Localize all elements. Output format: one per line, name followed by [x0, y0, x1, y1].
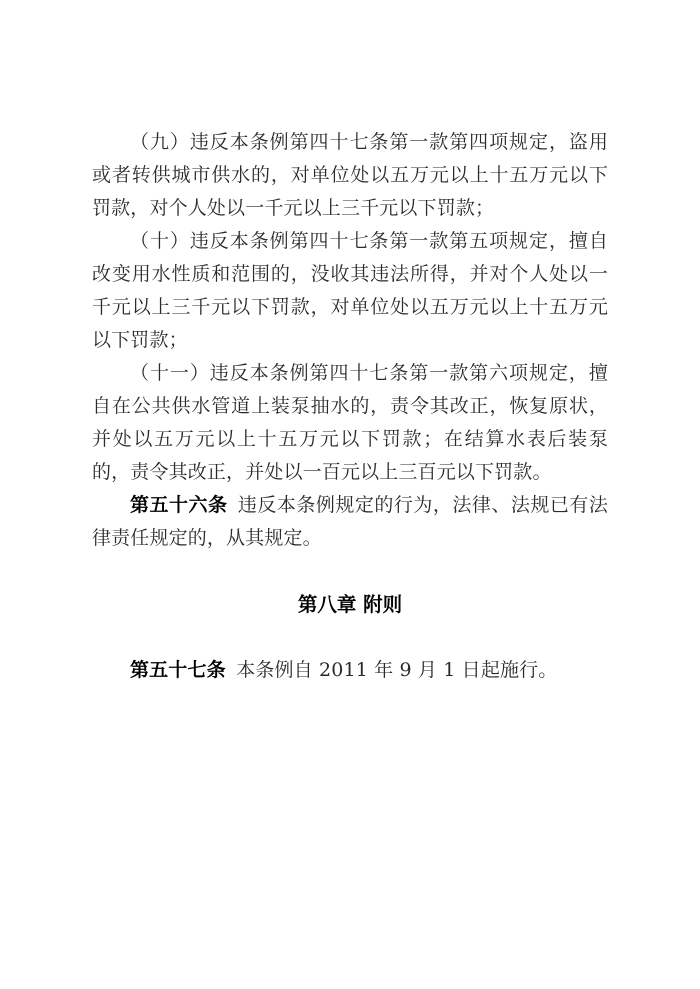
paragraph-item-nine: （九）违反本条例第四十七条第一款第四项规定，盗用或者转供城市供水的，对单位处以五万元以上十五万元以下罚款，对个人处以一千元以上三千元以下罚款；	[92, 131, 608, 219]
chapter-heading: 第八章 附则	[297, 593, 403, 616]
article-56-text: 违反本条例规定的行为，法律、法规已有法律责任规定的，从其规定。	[92, 494, 608, 549]
article-57-number: 第五十七条	[130, 659, 226, 681]
paragraph-article-56	[92, 489, 608, 555]
paragraph-article-57	[92, 654, 608, 687]
article-56-number: 第五十六条	[130, 494, 228, 516]
paragraph-item-ten: （十）违反本条例第四十七条第一款第五项规定，擅自改变用水性质和范围的，没收其违法所得，并对个人处以一千元以上三千元以下罚款，对单位处以五万元以上十五万元以下罚款；	[92, 230, 608, 351]
article-57-text: 本条例自 2011 年 9 月 1 日起施行。	[236, 659, 558, 681]
paragraph-item-eleven: （十一）违反本条例第四十七条第一款第六项规定，擅自在公共供水管道上装泵抽水的，责令其改正，恢复原状，并处以五万元以上十五万元以下罚款；在结算水表后装泵的，责令其改正，并处以一百元以上三百元以下罚款。	[92, 362, 608, 483]
